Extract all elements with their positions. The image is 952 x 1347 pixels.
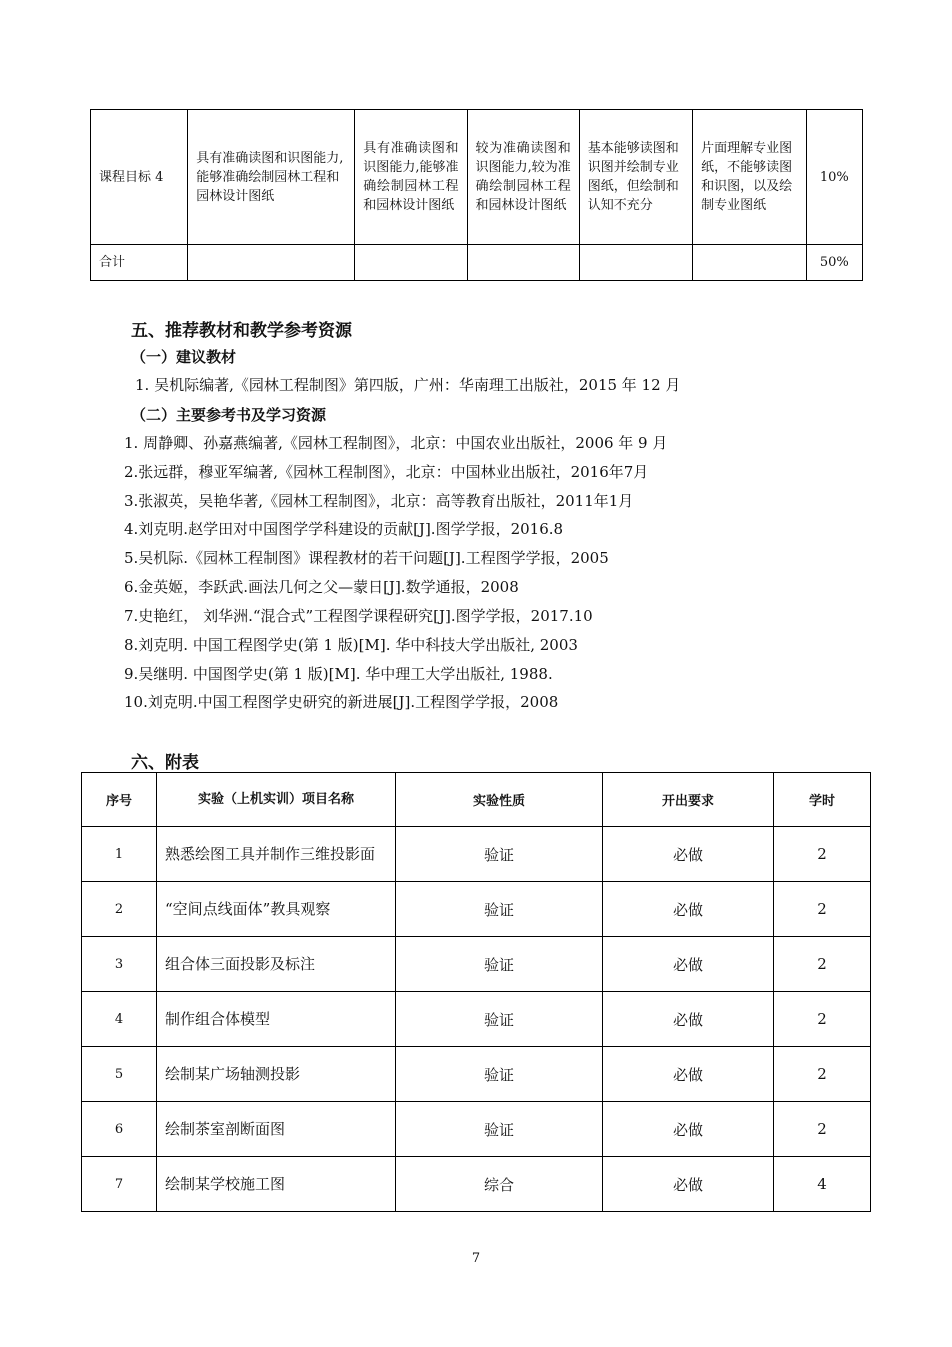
table-row-total <box>91 245 863 281</box>
row-no: 7 <box>82 1157 157 1212</box>
row-name: 制作组合体模型 <box>157 992 396 1047</box>
table-row <box>91 110 863 245</box>
reference-item: 2.张远群，穆亚军编著,《园林工程制图》，北京：中国林业出版社，2016年7月 <box>124 463 649 481</box>
row-hours: 2 <box>774 882 871 937</box>
table-row <box>82 1102 871 1157</box>
row-name: 绘制某学校施工图 <box>157 1157 396 1212</box>
row-hours: 2 <box>774 1047 871 1102</box>
row-no: 6 <box>82 1102 157 1157</box>
row-requirement: 必做 <box>603 992 774 1047</box>
appendix-table <box>81 772 871 1212</box>
criteria-cell: 具有准确读图和识图能力,能够准确绘制园林工程和园林设计图纸 <box>355 110 467 245</box>
row-requirement: 必做 <box>603 882 774 937</box>
row-kind: 验证 <box>396 1102 603 1157</box>
row-hours: 2 <box>774 1102 871 1157</box>
page-number: 7 <box>471 1251 481 1266</box>
table-row <box>82 1047 871 1102</box>
header-hours: 学时 <box>774 773 871 827</box>
row-name: 绘制茶室剖断面图 <box>157 1102 396 1157</box>
section5-heading: 五、推荐教材和教学参考资源 <box>131 321 352 341</box>
criteria-cell: 片面理解专业图纸，不能够读图和识图，以及绘制专业图纸 <box>693 110 806 245</box>
criteria-cell: 基本能够读图和识图并绘制专业图纸，但绘制和认知不充分 <box>579 110 692 245</box>
total-label: 合计 <box>91 245 188 281</box>
row-requirement: 必做 <box>603 827 774 882</box>
reference-item: 1. 周静卿、孙嘉燕编著,《园林工程制图》，北京：中国农业出版社，2006 年 9 月 <box>124 434 668 452</box>
row-kind: 验证 <box>396 827 603 882</box>
sub2-heading: （二）主要参考书及学习资源 <box>131 406 327 424</box>
criteria-cell: 具有准确读图和识图能力,能够准确绘制园林工程和园林设计图纸 <box>188 110 355 245</box>
reference-item: 6.金英姬，李跃武.画法几何之父—蒙日[J].数学通报，2008 <box>124 578 519 596</box>
row-name: “空间点线面体”教具观察 <box>157 882 396 937</box>
textbook-item: 1. 吴机际编著,《园林工程制图》第四版，广州：华南理工出版社，2015 年 12 月 <box>135 376 681 394</box>
table-row <box>82 1157 871 1212</box>
table-header-row <box>82 773 871 827</box>
sub1-heading: （一）建议教材 <box>131 348 237 366</box>
row-no: 3 <box>82 937 157 992</box>
reference-item: 5.吴机际.《园林工程制图》课程教材的若干问题[J].工程图学学报，2005 <box>124 549 609 567</box>
table-row <box>82 827 871 882</box>
row-requirement: 必做 <box>603 1157 774 1212</box>
row-no: 2 <box>82 882 157 937</box>
table-row <box>82 882 871 937</box>
total-weight: 50% <box>806 245 862 281</box>
row-requirement: 必做 <box>603 1047 774 1102</box>
row-name: 组合体三面投影及标注 <box>157 937 396 992</box>
table-row <box>82 992 871 1047</box>
empty-cell <box>579 245 692 281</box>
reference-item: 3.张淑英，吴艳华著,《园林工程制图》，北京：高等教育出版社，2011年1月 <box>124 492 634 510</box>
header-no: 序号 <box>82 773 157 827</box>
row-kind: 验证 <box>396 992 603 1047</box>
row-requirement: 必做 <box>603 937 774 992</box>
empty-cell <box>188 245 355 281</box>
row-name: 熟悉绘图工具并制作三维投影面 <box>157 827 396 882</box>
row-kind: 验证 <box>396 937 603 992</box>
empty-cell <box>355 245 467 281</box>
row-hours: 2 <box>774 937 871 992</box>
reference-item: 10.刘克明.中国工程图学史研究的新进展[J].工程图学学报，2008 <box>124 693 559 711</box>
reference-item: 9.吴继明. 中国图学史(第 1 版)[M]. 华中理工大学出版社, 1988. <box>124 665 553 683</box>
reference-item: 4.刘克明.赵学田对中国图学学科建设的贡献[J].图学学报，2016.8 <box>124 520 564 538</box>
header-requirement: 开出要求 <box>603 773 774 827</box>
row-requirement: 必做 <box>603 1102 774 1157</box>
row-name: 绘制某广场轴测投影 <box>157 1047 396 1102</box>
row-kind: 综合 <box>396 1157 603 1212</box>
table-row <box>82 937 871 992</box>
empty-cell <box>693 245 806 281</box>
row-no: 4 <box>82 992 157 1047</box>
row-hours: 2 <box>774 992 871 1047</box>
row-no: 5 <box>82 1047 157 1102</box>
reference-item: 7.史艳红， 刘华洲.“混合式”工程图学课程研究[J].图学学报，2017.10 <box>124 607 593 625</box>
header-name: 实验（上机实训）项目名称 <box>157 773 396 827</box>
row-kind: 验证 <box>396 1047 603 1102</box>
criteria-cell: 较为准确读图和识图能力,较为准确绘制园林工程和园林设计图纸 <box>467 110 579 245</box>
row-no: 1 <box>82 827 157 882</box>
reference-item: 8.刘克明. 中国工程图学史(第 1 版)[M]. 华中科技大学出版社, 2003 <box>124 636 578 654</box>
assessment-table <box>90 109 863 281</box>
empty-cell <box>467 245 579 281</box>
goal-label: 课程目标 4 <box>91 110 188 245</box>
header-kind: 实验性质 <box>396 773 603 827</box>
row-hours: 2 <box>774 827 871 882</box>
weight-cell: 10% <box>806 110 862 245</box>
section6-heading: 六、附表 <box>131 753 199 773</box>
row-kind: 验证 <box>396 882 603 937</box>
row-hours: 4 <box>774 1157 871 1212</box>
